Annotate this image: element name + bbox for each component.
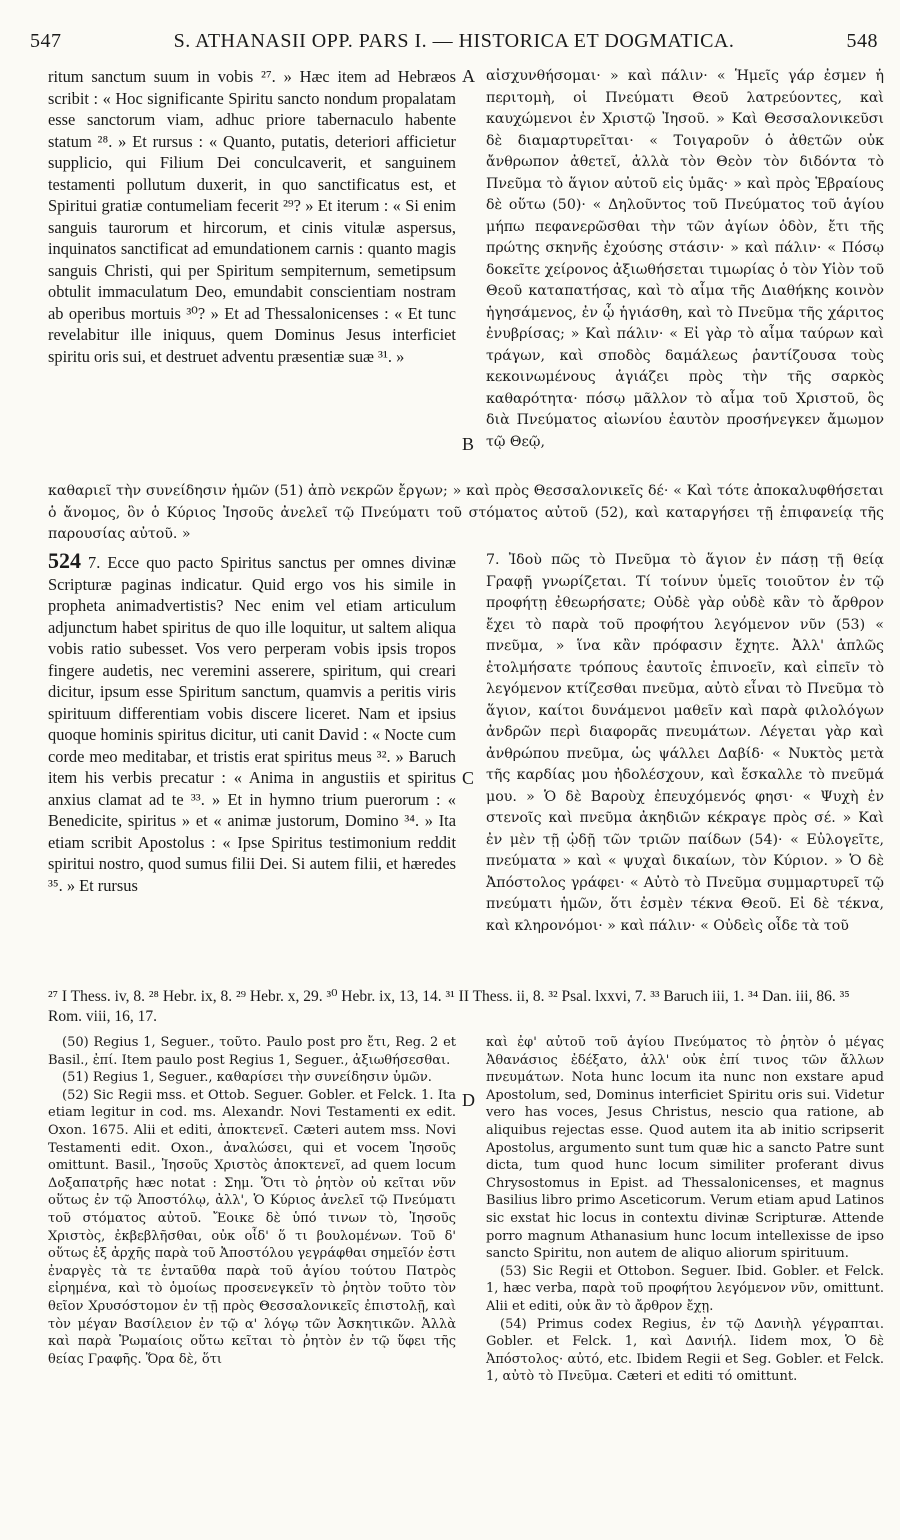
margin-letter-c: C: [462, 768, 475, 788]
latin-column-sec7: [48, 550, 456, 896]
note-54: (54) Primus codex Regius, ἐν τῷ Δανιὴλ γέγραπται. Gobler. et Felck. 1, καὶ Δανιήλ. Iidem mox, Ὁ δὲ Ἀπόστολος· αὐτό, etc. Ibidem Regii et Seg. Gobler. et Felck. 1, αὐτὸ τὸ Πνεῦμα. Cæteri et editi τό omittunt.: [486, 1316, 884, 1385]
running-title: S. ATHANASII OPP. PARS I. — HISTORICA ET DOGMATICA.: [173, 30, 735, 52]
note-52: (52) Sic Regii mss. et Ottob. Seguer. Gobler. et Felck. 1. Ita etiam legitur in cod. ms. Alexandr. Novi Testamenti ex edit. Oxon. 1675. Alii et editi, ἀποκτενεῖ. Cæteri autem mss. Novi Testamenti edit. Oxon., ἀναλώσει, qui et vocem Ἰησοῦς omittunt. Basil., Ἰησοῦς Χριστὸς ἀποκτενεῖ, ad quem locum Δοξαπατρῆς hæc notat : Σημ. Ὅτι τὸ ῥητὸν οὐ κεῖται νῦν οὕτως ἐν τῷ Ἀποστόλῳ, ἀλλ', Ὁ Κύριος ἀνελεῖ τῷ Πνεύματι τοῦ στόματος αὐτοῦ. Ἔοικε δὲ ὑπό τινων τὸ, Ἰησοῦς Χριστὸς, ἐκβεβλῆσθαι, οὐκ οἶδ' ὅ τι βουλομένων. Τοῦ δ' οὕτως ἐξ ἀρχῆς παρὰ τοῦ Ἀποστόλου γεγράφθαι σημεῖόν ἐστι ἐναργὲς τὰ τε ἐνταῦθα παρὰ τοῦ ἁγίου τούτου Πατρὸς εἰρημένα, καὶ τὸ ὁμοίως προσενεγκεῖν τὸ ῥητὸν τοῦτο τὸν θεῖον Χρυσόστομον ἐν τῇ πρὸς Θεσσαλονικεῖς ἐπιστολῇ, καὶ τὸν μέγαν Βασίλειον ἐν τῷ α' λόγῳ τῶν Ἀσκητικῶν. Ἀλλὰ καὶ παρὰ Ῥωμαίοις οὕτω κεῖται τὸ ῥητὸν ἐν τῷ ὕφει τῆς θείας Γραφῆς. Ὅρα δὲ, ὅτι: [48, 1087, 456, 1367]
latin-text-sec6: ritum sanctum suum in vobis ²⁷. » Hæc item ad Hebræos scribit : « Hoc significante Spiritu sancto nondum propalatam esse sanctorum viam, adhuc priore tabernaculo habente statum ²⁸. » Et rursus : « Quanto, putatis, deteriori afficietur supplicio, qui Filium Dei conculcaverit, et sanguinem testamenti pollutum duxerit, in quo sanctificatus est, et Spiritui gratiæ contumeliam fecerit ²⁹? » Et iterum : « Si enim sanguis taurorum et hircorum, et cinis vitulæ aspersus, inquinatos sanctificat ad emundationem carnis : quanto magis sanguis Christi, qui per Spiritum sempiternum, semetipsum obtulit immaculatum Deo, emundabit conscientiam nostram ab operibus mortuis ³⁰? » Et ad Thessalonicenses : « Et tunc revelabitur ille iniquus, quem Dominus Jesus interficiet spiritu oris sui, et destruet adventu præsentiæ suæ ³¹. »: [48, 67, 456, 366]
latin-text-sec7: 7. Ecce quo pacto Spiritus sanctus per omnes divinæ Scripturæ paginas indicatur. Quid ergo vos his simile in propheta animadvertistis? Nec enim vel etiam articulum adjunctum habet spiritus de quo ille loquitur, ut saltem aliqua vobis ratio subesset. Vos vero perperam vobis ipsis tropos fingere audetis, nec veremini asserere, spiritum, qui creari dicitur, ipsum esse Spiritum sanctum, quamvis a peritis viris spirituum differentiam vobis discere liceret. Nam et ipsius quoque hominis spiritus dicitur, uti canit David : « Nocte cum corde meo meditabar, et tristis erat spiritus meus ³². » Baruch item his verbis precatur : « Anima in angustiis et spiritus anxius clamat ad te ³³. » Et in hymno trium puerorum : « Benedicite, spiritus » et « animæ justorum, Domino ³⁴. » Ita etiam scribit Apostolus : « Ipse Spiritus testimonium reddit spiritui nostro, quod sumus filii Dei. Si autem filii, et hæredes ³⁵. » Et rursus: [48, 553, 456, 895]
page-number-left: 547: [30, 30, 62, 52]
note-51: (51) Regius 1, Seguer., καθαρίσει τὴν συνείδησιν ὑμῶν.: [62, 1070, 432, 1086]
running-header: [30, 30, 878, 58]
section-number: 524: [48, 548, 81, 573]
notes-left-column: [48, 1034, 456, 1368]
note-53: (53) Sic Regii et Ottobon. Seguer. Ibid. Gobler. et Felck. 1, hæc verba, παρὰ τοῦ προφήτου λεγόμενον νῦν, omittunt. Alii et editi, οὐκ ἂν τὸ ἄρθρον ἔχῃ.: [486, 1263, 884, 1314]
note-52-continued: καὶ ἐφ' αὐτοῦ τοῦ ἁγίου Πνεύματος τὸ ῥητὸν ὁ μέγας Ἀθανάσιος ἐδέξατο, ἀλλ' οὐκ ἐπί τινος τῶν ἄλλων πνευμάτων. Nota hunc locum ita nunc non exstare apud Apostolum, sed, Dominus interficiet Spiritu oris sui. Videtur vero has voces, Jesus Christus, nescio qua ratione, ab aliquibus rejectas esse. Quod autem ita ab initio scripserit Apostolus, argumento sunt tum quæ hic a sancto Patre sunt dicta, tum quod hunc locum similiter proferant divus Chrysostomus in Epist. ad Thessalonicenses, et magnus Basilius libro primo Asceticorum. Verum etiam apud Latinos sic exstat hic locus in contextu divinæ Scripturæ. Attende porro magnum Athanasium hunc locum intellexisse de ipso sancto Spiritu, non autem de aliquo aliorum spirituum.: [486, 1035, 884, 1262]
margin-letter-a: A: [462, 66, 475, 86]
latin-column-sec6: [48, 66, 456, 367]
greek-text-sec7: 7. Ἰδοὺ πῶς τὸ Πνεῦμα τὸ ἅγιον ἐν πάσῃ τῇ θείᾳ Γραφῇ γνωρίζεται. Τί τοίνυν ὑμεῖς τοιοῦτον ἐν τῷ προφήτῃ ἐθεωρήσατε; Οὐδὲ γὰρ οὐδὲ κἂν τὸ ἄρθρον ἔχει τὸ παρὰ τοῦ προφήτου λεγόμενον νῦν (53) « πνεῦμα, » ἵνα κἂν πρόφασιν ἔχητε. Ἀλλ' ἁπλῶς ἐτολμήσατε τρόπους ἑαυτοῖς ἐπινοεῖν, καὶ εἰπεῖν τὸ λεγόμενον κτίζεσθαι πνεῦμα, αὐτὸ εἶναι τὸ Πνεῦμα τὸ ἅγιον, καίτοι δυνάμενοι μαθεῖν καὶ παρὰ φιλολόγων ἀνδρῶν περὶ διαφορᾶς πνευμάτων. Λέγεται γὰρ καὶ ἀνθρώπου πνεῦμα, ὡς ψάλλει Δαβίδ· « Νυκτὸς μετὰ τῆς καρδίας μου ἠδολέσχουν, καὶ ἔσκαλλε τὸ πνεῦμά μου. » Ὁ δὲ Βαροὺχ ἐπευχόμενός φησι· « Ψυχὴ ἐν στενοῖς καὶ πνεῦμα ἀκηδιῶν κέκραγε πρὸς σέ. » Καὶ ἐν μὲν τῇ ᾠδῇ τῶν τριῶν παίδων (54)· « Εὐλογεῖτε, πνεύματα » καὶ « ψυχαὶ δικαίων, τὸν Κύριον. » Ὁ δὲ Ἀπόστολος γράφει· « Αὐτὸ τὸ Πνεῦμα συμμαρτυρεῖ τῷ πνεύματι ἡμῶν, ὅτι ἐσμὲν τέκνα Θεοῦ. Εἰ δὲ τέκνα, καὶ κληρονόμοι· » καὶ πάλιν· « Οὐδεὶς οἶδε τὰ τοῦ: [486, 552, 884, 934]
greek-text-fullwidth: καθαριεῖ τὴν συνείδησιν ἡμῶν (51) ἀπὸ νεκρῶν ἔργων; » καὶ πρὸς Θεσσαλονικεῖς δέ· « Καὶ τότε ἀποκαλυφθήσεται ὁ ἄνομος, ὃν ὁ Κύριος Ἰησοῦς ἀνελεῖ τῷ Πνεύματι τοῦ στόματος αὐτοῦ (52), καὶ καταργήσει τῇ ἐπιφανείᾳ τῆς παρουσίας αὐτοῦ. »: [48, 483, 884, 542]
notes-right-column: [486, 1034, 884, 1386]
scripture-references: [48, 987, 884, 1027]
greek-column-sec7: [486, 550, 884, 937]
greek-column-sec6: [486, 66, 884, 453]
margin-letter-b: B: [462, 434, 475, 454]
note-50: (50) Regius 1, Seguer., τοῦτο. Paulo post pro ἔτι, Reg. 2 et Basil., ἐπί. Item paulo post Regius 1, Seguer., ἀξιωθήσεσθαι.: [48, 1035, 456, 1068]
margin-letter-d: D: [462, 1090, 475, 1110]
greek-fullwidth-line: [48, 481, 884, 546]
scripture-references-text: ²⁷ I Thess. iv, 8. ²⁸ Hebr. ix, 8. ²⁹ Hebr. x, 29. ³⁰ Hebr. ix, 13, 14. ³¹ II Thess. ii, 8. ³² Psal. lxxvi, 7. ³³ Baruch iii, 1. ³⁴ Dan. iii, 86. ³⁵ Rom. viii, 16, 17.: [48, 988, 850, 1025]
greek-text-sec6: αἰσχυνθήσομαι· » καὶ πάλιν· « Ἡμεῖς γάρ ἐσμεν ἡ περιτομὴ, οἱ Πνεύματι Θεοῦ λατρεύοντες, καὶ καυχώμενοι ἐν Χριστῷ Ἰησοῦ. » Καὶ Θεσσαλονικεῦσι δὲ διαμαρτυρεῖται· « Τοιγαροῦν ὁ ἀθετῶν οὐκ ἄνθρωπον ἀθετεῖ, ἀλλὰ τὸν Θεὸν τὸν διδόντα τὸ Πνεῦμα τὸ ἅγιον αὐτοῦ εἰς ὑμᾶς· » καὶ πρὸς Ἑβραίους δὲ οὕτω (50)· « Δηλοῦντος τοῦ Πνεύματος τοῦ ἁγίου μήπω πεφανερῶσθαι τὴν τῶν ἁγίων ὁδὸν, ἔτι τῆς πρώτης σκηνῆς ἐχούσης στάσιν· » καὶ πάλιν· « Πόσῳ δοκεῖτε χείρονος ἀξιωθήσεται τιμωρίας ὁ τὸν Υἱὸν τοῦ Θεοῦ καταπατήσας, καὶ τὸ αἷμα τῆς Διαθήκης κοινὸν ἡγησάμενος, ἐν ᾧ ἡγιάσθη, καὶ τὸ Πνεῦμα τῆς χάριτος ἐνυβρίσας; » Καὶ πάλιν· « Εἰ γὰρ τὸ αἷμα ταύρων καὶ τράγων, καὶ σποδὸς δαμάλεως ῥαντίζουσα τοὺς κεκοινωμένους ἁγιάζει πρὸς τὴν τῆς σαρκὸς καθαρότητα· πόσῳ μᾶλλον τὸ αἷμα τοῦ Χριστοῦ, ὃς διὰ Πνεύματος αἰωνίου ἑαυτὸν προσήνεγκεν ἄμωμον τῷ Θεῷ,: [486, 68, 884, 450]
page-number-right: 548: [846, 30, 878, 52]
